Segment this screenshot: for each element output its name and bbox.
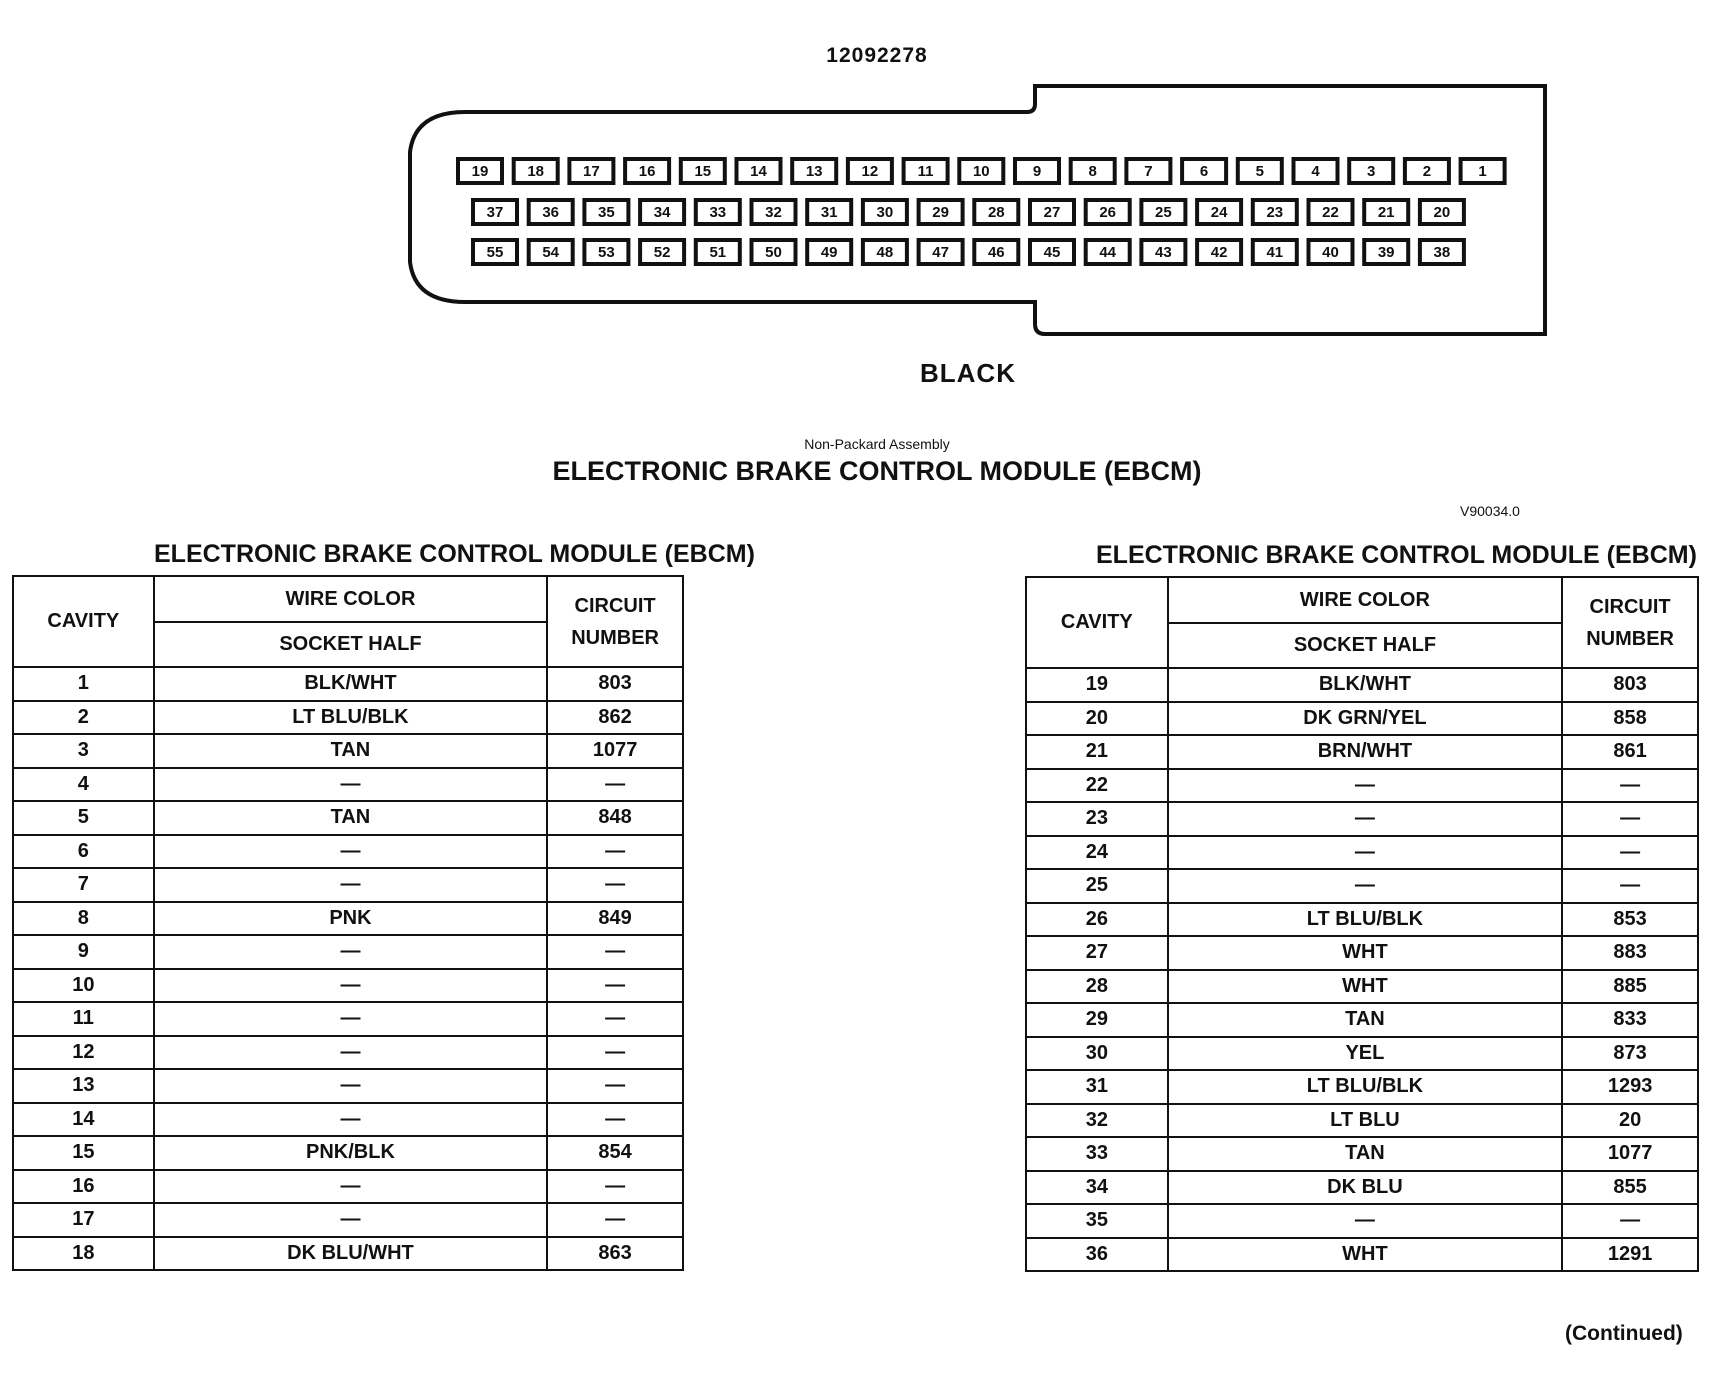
connector-pin — [1364, 240, 1408, 264]
assembly-subtitle: Non-Packard Assembly — [804, 436, 950, 452]
table-row — [1026, 936, 1698, 970]
pin-number: 38 — [1433, 244, 1451, 261]
table-row — [13, 1237, 683, 1271]
wire-color-cell: — — [154, 1036, 548, 1070]
cavity-cell: 17 — [13, 1203, 154, 1237]
connector-pin — [737, 159, 781, 183]
cavity-cell: 29 — [1026, 1003, 1168, 1037]
circuit-number-cell: 858 — [1562, 702, 1698, 736]
cavity-cell: 7 — [13, 868, 154, 902]
circuit-number-header — [1562, 577, 1698, 668]
wire-color-cell: — — [1168, 769, 1563, 803]
table-row — [13, 1136, 683, 1170]
circuit-number-cell: 803 — [547, 667, 683, 701]
connector-pin — [959, 159, 1003, 183]
pin-row-middle — [473, 200, 1464, 224]
table-row — [13, 868, 683, 902]
cavity-cell: 34 — [1026, 1171, 1168, 1205]
circuit-number-cell: 1293 — [1562, 1070, 1698, 1104]
pin-number: 47 — [932, 244, 949, 261]
connector-pin — [792, 159, 836, 183]
connector-pin — [807, 240, 851, 264]
circuit-number-cell: — — [547, 1170, 683, 1204]
wire-color-cell: WHT — [1168, 1238, 1563, 1272]
connector-pin — [1030, 200, 1074, 224]
cavity-cell: 6 — [13, 835, 154, 869]
pin-number: 35 — [598, 204, 615, 221]
wire-color-cell: TAN — [154, 801, 548, 835]
circuit-number-cell: 20 — [1562, 1104, 1698, 1138]
circuit-header-line1: CIRCUIT — [574, 594, 656, 617]
right-cavity-table — [1025, 576, 1699, 1272]
connector-pin — [1141, 200, 1185, 224]
table-row — [1026, 769, 1698, 803]
connector-pin — [1420, 200, 1464, 224]
connector-pin — [584, 240, 628, 264]
connector-pin — [681, 159, 725, 183]
table-row — [13, 1170, 683, 1204]
wire-color-cell: — — [154, 868, 548, 902]
circuit-number-cell: 885 — [1562, 970, 1698, 1004]
left-cavity-table — [12, 575, 684, 1271]
cavity-cell: 13 — [13, 1069, 154, 1103]
wire-color-cell: — — [154, 1069, 548, 1103]
table-row — [1026, 1238, 1698, 1272]
cavity-cell: 3 — [13, 734, 154, 768]
connector-pin — [696, 240, 740, 264]
pin-number: 6 — [1199, 163, 1209, 180]
pin-number: 2 — [1422, 163, 1432, 180]
pin-row-bottom — [473, 240, 1464, 264]
cavity-cell: 2 — [13, 701, 154, 735]
table-row — [1026, 869, 1698, 903]
pin-number: 27 — [1043, 204, 1061, 221]
connector-pin — [584, 200, 628, 224]
pin-number: 36 — [542, 204, 560, 221]
table-row — [13, 1203, 683, 1237]
table-row — [13, 935, 683, 969]
cavity-cell: 27 — [1026, 936, 1168, 970]
connector-pin — [904, 159, 948, 183]
connector-pin — [473, 200, 517, 224]
pin-number: 9 — [1032, 163, 1042, 180]
connector-pin — [473, 240, 517, 264]
connector-pin — [458, 159, 502, 183]
circuit-header-line2: NUMBER — [1586, 627, 1674, 650]
connector-pin — [1086, 240, 1130, 264]
pin-number: 34 — [653, 204, 671, 221]
pin-number: 24 — [1210, 204, 1228, 221]
connector-pin — [919, 240, 963, 264]
circuit-number-cell: — — [547, 768, 683, 802]
wire-color-cell: — — [154, 768, 548, 802]
connector-pin — [569, 159, 613, 183]
cavity-header: CAVITY — [1026, 577, 1168, 668]
connector-pin — [1420, 240, 1464, 264]
pin-number: 39 — [1377, 244, 1395, 261]
pin-number: 32 — [765, 204, 782, 221]
cavity-cell: 10 — [13, 969, 154, 1003]
connector-pin — [807, 200, 851, 224]
table-row — [1026, 836, 1698, 870]
cavity-cell: 18 — [13, 1237, 154, 1271]
cavity-cell: 31 — [1026, 1070, 1168, 1104]
pin-row-top — [458, 159, 1505, 183]
circuit-number-cell: 883 — [1562, 936, 1698, 970]
connector-pin — [1197, 200, 1241, 224]
table-row — [1026, 1171, 1698, 1205]
pin-number: 30 — [876, 204, 894, 221]
table-row — [13, 667, 683, 701]
cavity-cell: 33 — [1026, 1137, 1168, 1171]
pin-number: 48 — [876, 244, 894, 261]
pin-number: 55 — [486, 244, 504, 261]
wire-color-cell: WHT — [1168, 970, 1563, 1004]
pin-number: 17 — [583, 163, 600, 180]
connector-pin — [514, 159, 558, 183]
wire-color-cell: — — [1168, 836, 1563, 870]
circuit-number-cell: 854 — [547, 1136, 683, 1170]
table-row — [1026, 1070, 1698, 1104]
cavity-cell: 5 — [13, 801, 154, 835]
circuit-number-cell: 862 — [547, 701, 683, 735]
circuit-number-cell: — — [547, 835, 683, 869]
wire-color-header: WIRE COLOR — [1168, 577, 1563, 623]
cavity-cell: 28 — [1026, 970, 1168, 1004]
table-row — [13, 1069, 683, 1103]
cavity-cell: 22 — [1026, 769, 1168, 803]
circuit-number-cell: — — [547, 1203, 683, 1237]
cavity-cell: 26 — [1026, 903, 1168, 937]
connector-pin — [1309, 240, 1353, 264]
pin-number: 50 — [765, 244, 782, 261]
pin-number: 15 — [694, 163, 712, 180]
connector-part-number: 12092278 — [826, 44, 928, 67]
cavity-cell: 20 — [1026, 702, 1168, 736]
connector-pin — [1015, 159, 1059, 183]
pin-number: 49 — [820, 244, 838, 261]
cavity-cell: 9 — [13, 935, 154, 969]
wire-color-cell: WHT — [1168, 936, 1563, 970]
table-row — [1026, 735, 1698, 769]
connector-pin — [752, 200, 796, 224]
circuit-number-cell: — — [1562, 1204, 1698, 1238]
circuit-number-cell: 1077 — [547, 734, 683, 768]
pin-number: 42 — [1210, 244, 1228, 261]
connector-pin — [848, 159, 892, 183]
wire-color-cell: DK BLU/WHT — [154, 1237, 548, 1271]
table-row — [1026, 1003, 1698, 1037]
pin-number: 46 — [987, 244, 1005, 261]
cavity-cell: 15 — [13, 1136, 154, 1170]
socket-half-header: SOCKET HALF — [154, 622, 548, 667]
connector-pin — [1030, 240, 1074, 264]
table-row — [13, 734, 683, 768]
circuit-number-header — [547, 576, 683, 667]
pin-number: 43 — [1155, 244, 1172, 261]
table-row — [1026, 970, 1698, 1004]
connector-pin — [1086, 200, 1130, 224]
circuit-number-cell: 855 — [1562, 1171, 1698, 1205]
wire-color-cell: DK GRN/YEL — [1168, 702, 1563, 736]
pin-number: 51 — [709, 244, 727, 261]
pin-number: 11 — [917, 163, 934, 180]
circuit-number-cell: 1077 — [1562, 1137, 1698, 1171]
cavity-cell: 12 — [13, 1036, 154, 1070]
pin-number: 1 — [1478, 163, 1487, 180]
pin-number: 18 — [527, 163, 545, 180]
connector-pin — [1309, 200, 1353, 224]
pin-number: 52 — [653, 244, 671, 261]
table-row — [13, 801, 683, 835]
table-row — [1026, 1104, 1698, 1138]
circuit-number-cell: 849 — [547, 902, 683, 936]
connector-pin — [974, 200, 1018, 224]
pin-number: 45 — [1043, 244, 1061, 261]
wire-color-cell: LT BLU — [1168, 1104, 1563, 1138]
circuit-number-cell: — — [1562, 869, 1698, 903]
connector-pin — [1253, 200, 1297, 224]
pin-number: 26 — [1099, 204, 1117, 221]
table-row — [13, 701, 683, 735]
pin-number: 3 — [1367, 163, 1376, 180]
pin-number: 22 — [1322, 204, 1339, 221]
pin-number: 53 — [598, 244, 615, 261]
wire-color-cell: BRN/WHT — [1168, 735, 1563, 769]
circuit-number-cell: — — [547, 868, 683, 902]
cavity-cell: 23 — [1026, 802, 1168, 836]
wire-color-cell: LT BLU/BLK — [1168, 1070, 1563, 1104]
circuit-number-cell: 833 — [1562, 1003, 1698, 1037]
connector-pin — [1349, 159, 1393, 183]
connector-pin — [1071, 159, 1115, 183]
connector-pin — [1364, 200, 1408, 224]
pin-number: 8 — [1088, 163, 1097, 180]
connector-pin — [1141, 240, 1185, 264]
table-row — [1026, 1137, 1698, 1171]
circuit-number-cell: — — [547, 935, 683, 969]
pin-number: 13 — [805, 163, 823, 180]
circuit-number-cell: — — [1562, 836, 1698, 870]
figure-id: V90034.0 — [1460, 503, 1520, 519]
connector-diagram — [405, 82, 1555, 342]
pin-number: 16 — [638, 163, 656, 180]
table-row — [13, 835, 683, 869]
connector-pin — [974, 240, 1018, 264]
pin-number: 7 — [1144, 163, 1153, 180]
connector-pin — [1405, 159, 1449, 183]
cavity-cell: 19 — [1026, 668, 1168, 702]
pin-number: 21 — [1377, 204, 1395, 221]
connector-pin — [1294, 159, 1338, 183]
wire-color-cell: — — [154, 1002, 548, 1036]
wire-color-cell: — — [1168, 802, 1563, 836]
connector-pin — [1126, 159, 1170, 183]
cavity-cell: 14 — [13, 1103, 154, 1137]
connector-pin — [1182, 159, 1226, 183]
left-table-title: ELECTRONIC BRAKE CONTROL MODULE (EBCM) — [154, 540, 755, 568]
connector-pin — [640, 240, 684, 264]
wire-color-cell: BLK/WHT — [1168, 668, 1563, 702]
table-row — [13, 902, 683, 936]
connector-pin — [529, 200, 573, 224]
table-row — [1026, 802, 1698, 836]
cavity-cell: 4 — [13, 768, 154, 802]
cavity-cell: 32 — [1026, 1104, 1168, 1138]
pin-number: 20 — [1433, 204, 1451, 221]
pin-number: 12 — [861, 163, 879, 180]
table-row — [1026, 668, 1698, 702]
wire-color-cell: LT BLU/BLK — [1168, 903, 1563, 937]
pin-number: 19 — [471, 163, 489, 180]
circuit-number-cell: — — [547, 1069, 683, 1103]
table-row — [1026, 1204, 1698, 1238]
circuit-number-cell: 853 — [1562, 903, 1698, 937]
circuit-number-cell: 848 — [547, 801, 683, 835]
wire-color-cell: — — [1168, 869, 1563, 903]
cavity-cell: 36 — [1026, 1238, 1168, 1272]
cavity-cell: 11 — [13, 1002, 154, 1036]
table-row — [13, 1002, 683, 1036]
wire-color-cell: PNK/BLK — [154, 1136, 548, 1170]
wire-color-cell: — — [154, 935, 548, 969]
connector-pin — [1253, 240, 1297, 264]
wire-color-cell: YEL — [1168, 1037, 1563, 1071]
cavity-cell: 16 — [13, 1170, 154, 1204]
right-table-title: ELECTRONIC BRAKE CONTROL MODULE (EBCM) — [1096, 541, 1697, 569]
cavity-cell: 30 — [1026, 1037, 1168, 1071]
wire-color-cell: TAN — [1168, 1003, 1563, 1037]
wire-color-cell: LT BLU/BLK — [154, 701, 548, 735]
connector-color: BLACK — [920, 358, 1016, 388]
wire-color-cell: TAN — [154, 734, 548, 768]
connector-pin — [863, 200, 907, 224]
cavity-cell: 24 — [1026, 836, 1168, 870]
connector-pin — [640, 200, 684, 224]
continued-note: (Continued) — [1565, 1322, 1683, 1345]
pin-number: 31 — [820, 204, 838, 221]
circuit-header-line1: CIRCUIT — [1589, 595, 1671, 618]
pin-number: 54 — [542, 244, 560, 261]
circuit-number-cell: 1291 — [1562, 1238, 1698, 1272]
pin-number: 33 — [709, 204, 727, 221]
connector-pin — [1238, 159, 1282, 183]
pin-number: 23 — [1266, 204, 1284, 221]
table-row — [13, 1103, 683, 1137]
circuit-number-cell: 803 — [1562, 668, 1698, 702]
connector-pin — [919, 200, 963, 224]
circuit-number-cell: — — [547, 969, 683, 1003]
wire-color-cell: — — [154, 1170, 548, 1204]
cavity-header: CAVITY — [13, 576, 154, 667]
pin-number: 29 — [932, 204, 949, 221]
wire-color-cell: BLK/WHT — [154, 667, 548, 701]
circuit-number-cell: — — [547, 1002, 683, 1036]
pin-number: 10 — [972, 163, 990, 180]
wire-color-cell: TAN — [1168, 1137, 1563, 1171]
circuit-number-cell: — — [1562, 769, 1698, 803]
pin-number: 44 — [1099, 244, 1117, 261]
circuit-number-cell: 863 — [547, 1237, 683, 1271]
table-row — [13, 969, 683, 1003]
wire-color-cell: — — [154, 969, 548, 1003]
pin-number: 28 — [987, 204, 1005, 221]
circuit-number-cell: — — [547, 1103, 683, 1137]
connector-pin — [1197, 240, 1241, 264]
pin-number: 41 — [1266, 244, 1284, 261]
pin-number: 14 — [750, 163, 767, 180]
circuit-number-cell: 861 — [1562, 735, 1698, 769]
cavity-cell: 35 — [1026, 1204, 1168, 1238]
table-row — [1026, 903, 1698, 937]
circuit-number-cell: — — [1562, 802, 1698, 836]
cavity-cell: 21 — [1026, 735, 1168, 769]
pin-number: 4 — [1311, 163, 1320, 180]
table-row — [13, 768, 683, 802]
connector-pin — [696, 200, 740, 224]
wire-color-cell: — — [154, 1103, 548, 1137]
page-title: ELECTRONIC BRAKE CONTROL MODULE (EBCM) — [552, 456, 1202, 486]
table-row — [1026, 702, 1698, 736]
circuit-header-line2: NUMBER — [571, 626, 659, 649]
connector-pin — [752, 240, 796, 264]
wire-color-cell: — — [154, 835, 548, 869]
cavity-cell: 25 — [1026, 869, 1168, 903]
pin-number: 37 — [486, 204, 504, 221]
cavity-cell: 1 — [13, 667, 154, 701]
circuit-number-cell: 873 — [1562, 1037, 1698, 1071]
wire-color-cell: PNK — [154, 902, 548, 936]
cavity-cell: 8 — [13, 902, 154, 936]
socket-half-header: SOCKET HALF — [1168, 623, 1563, 668]
circuit-number-cell: — — [547, 1036, 683, 1070]
pin-number: 25 — [1155, 204, 1172, 221]
wire-color-cell: DK BLU — [1168, 1171, 1563, 1205]
pin-number: 40 — [1322, 244, 1339, 261]
connector-pin — [625, 159, 669, 183]
pin-number: 5 — [1255, 163, 1264, 180]
connector-pin — [529, 240, 573, 264]
table-row — [1026, 1037, 1698, 1071]
wire-color-cell: — — [154, 1203, 548, 1237]
table-row — [13, 1036, 683, 1070]
wire-color-cell: — — [1168, 1204, 1563, 1238]
connector-pin — [1461, 159, 1505, 183]
connector-pin — [863, 240, 907, 264]
wire-color-header: WIRE COLOR — [154, 576, 548, 622]
